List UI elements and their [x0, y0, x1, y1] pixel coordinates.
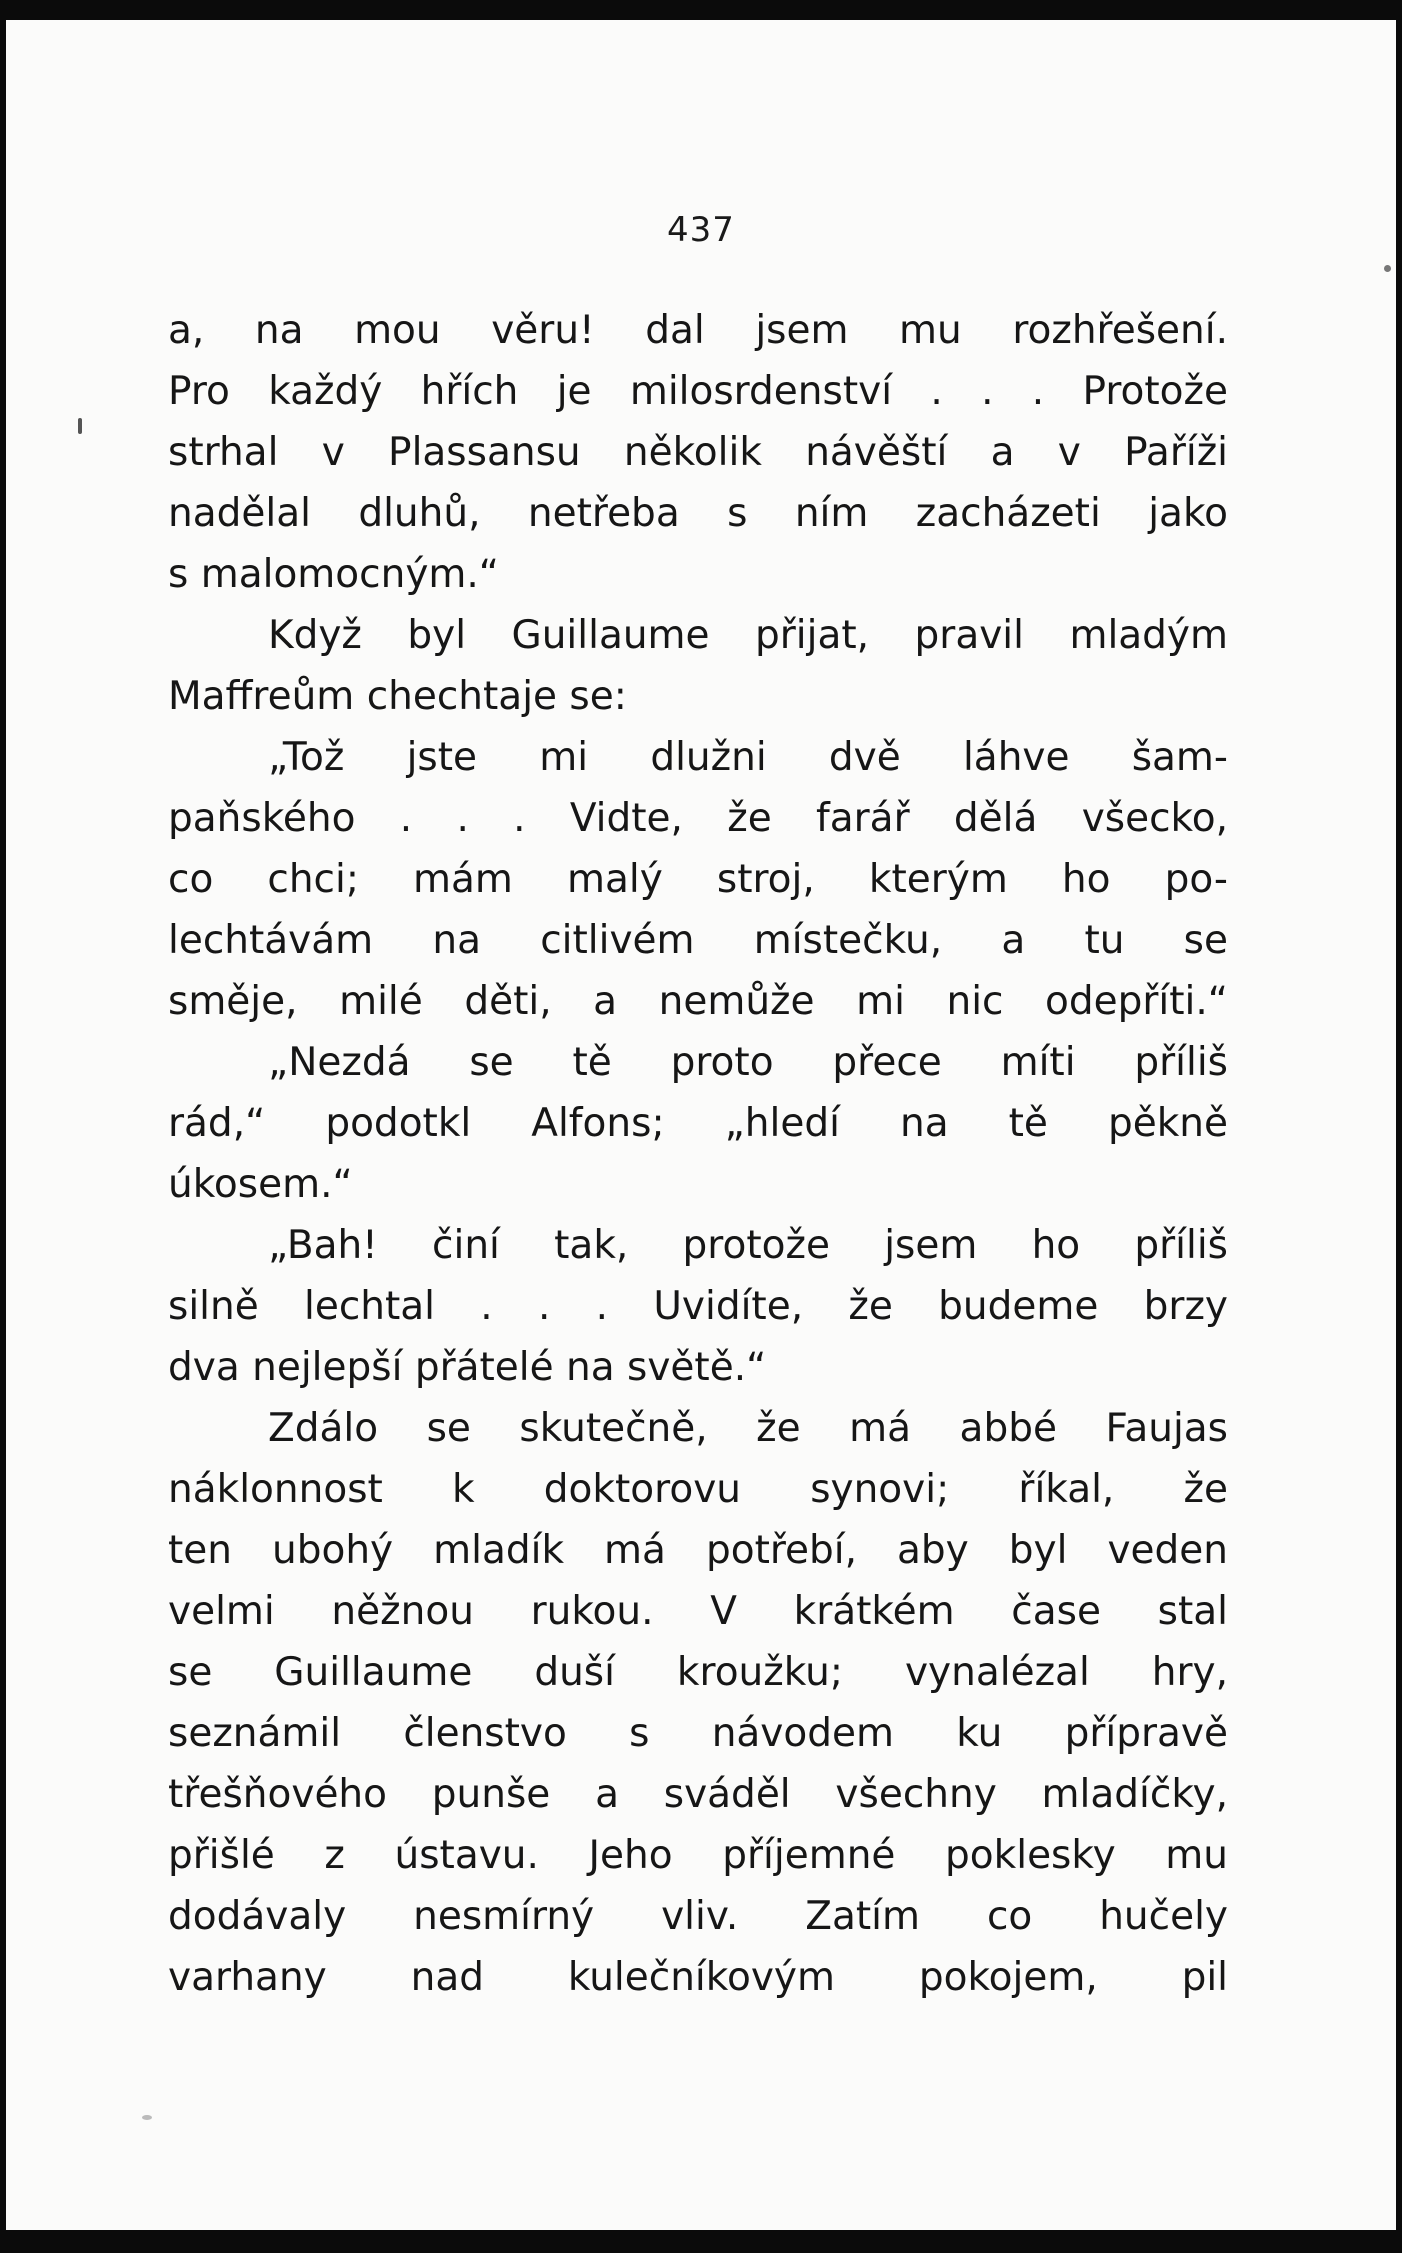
text-line: lechtávám na citlivém místečku, a tu se	[168, 918, 1228, 963]
text-line: Když byl Guillaume přijat, pravil mladým	[268, 613, 1228, 658]
text-line: strhal v Plassansu několik návěští a v Paříži	[168, 430, 1228, 475]
text-line: se Guillaume duší kroužku; vynalézal hry,	[168, 1650, 1228, 1695]
text-line: a, na mou věru! dal jsem mu rozhřešení.	[168, 308, 1228, 353]
text-line: ten ubohý mladík má potřebí, aby byl veden	[168, 1528, 1228, 1573]
text-line: náklonnost k doktorovu synovi; říkal, že	[168, 1467, 1228, 1512]
text-line: úkosem.“	[168, 1162, 353, 1207]
text-line: Maffreům chechtaje se:	[168, 674, 627, 719]
text-line: s malomocným.“	[168, 552, 499, 597]
text-line: co chci; mám malý stroj, kterým ho po-	[168, 857, 1228, 902]
text-line: seznámil členstvo s návodem ku přípravě	[168, 1711, 1228, 1756]
text-line: nadělal dluhů, netřeba s ním zacházeti jako	[168, 491, 1228, 536]
text-line: paňského . . . Vidte, že farář dělá všecko,	[168, 796, 1228, 841]
print-speck	[1384, 265, 1391, 272]
text-line: rád,“ podotkl Alfons; „hledí na tě pěkně	[168, 1101, 1228, 1146]
text-line: dva nejlepší přátelé na světě.“	[168, 1345, 767, 1390]
text-line: varhany nad kulečníkovým pokojem, pil	[168, 1955, 1228, 2000]
text-line: „Bah! činí tak, protože jsem ho příliš	[268, 1223, 1228, 1268]
body-text	[168, 300, 1228, 2008]
book-page	[6, 20, 1396, 2230]
text-line: dodávaly nesmírný vliv. Zatím co hučely	[168, 1894, 1228, 1939]
text-line: přišlé z ústavu. Jeho příjemné poklesky mu	[168, 1833, 1228, 1878]
page-number: 437	[667, 210, 735, 250]
text-line: „Tož jste mi dlužni dvě láhve šam-	[268, 735, 1228, 780]
text-line: velmi něžnou rukou. V krátkém čase stal	[168, 1589, 1228, 1634]
print-speck	[78, 418, 82, 434]
text-line: silně lechtal . . . Uvidíte, že budeme brzy	[168, 1284, 1228, 1329]
text-line: Zdálo se skutečně, že má abbé Faujas	[268, 1406, 1228, 1451]
text-line: třešňového punše a sváděl všechny mladíčky,	[168, 1772, 1228, 1817]
text-line: směje, milé děti, a nemůže mi nic odepříti.“	[168, 979, 1228, 1024]
text-line: „Nezdá se tě proto přece míti příliš	[268, 1040, 1228, 1085]
text-line: Pro každý hřích je milosrdenství . . . Protože	[168, 369, 1228, 414]
print-speck	[142, 2115, 152, 2120]
